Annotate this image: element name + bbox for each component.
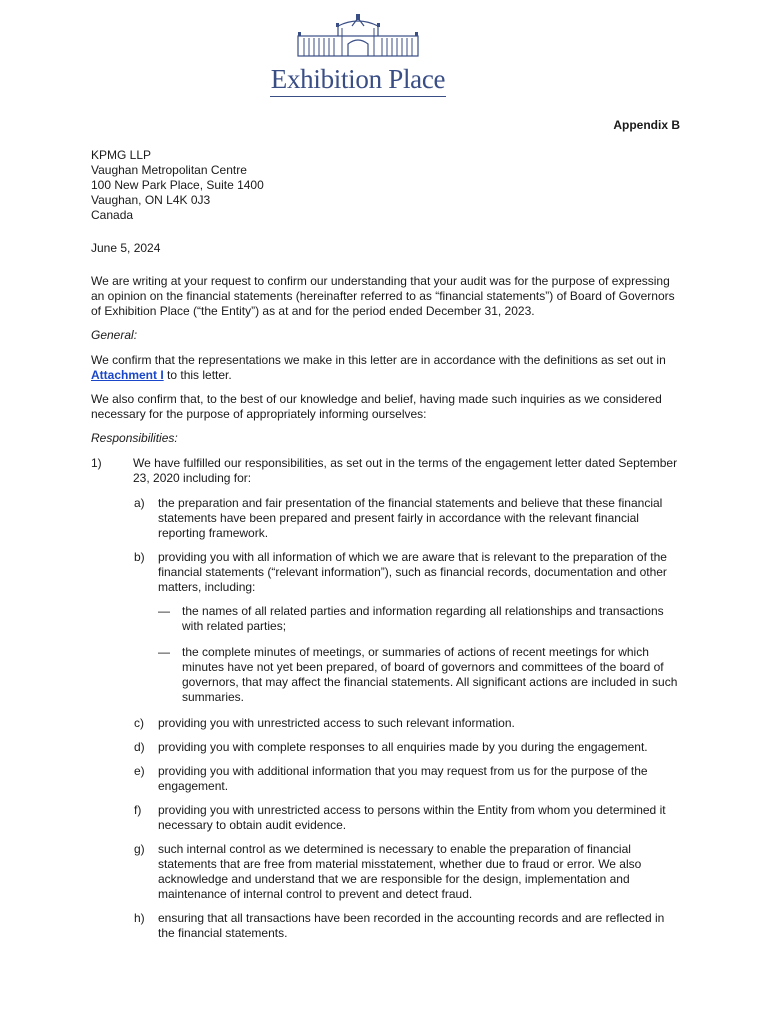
sub-item-label: c) <box>134 716 144 730</box>
general-p1-after: to this letter. <box>163 368 232 382</box>
sub-item-label: f) <box>134 803 142 817</box>
responsibilities-heading: Responsibilities: <box>91 431 178 445</box>
general-heading: General: <box>91 328 138 342</box>
address-line: Vaughan, ON L4K 0J3 <box>91 193 211 207</box>
sub-item-list <box>134 716 681 941</box>
sub-item-f <box>134 803 681 833</box>
dash-bullet: — <box>158 604 170 618</box>
sub-item-label: a) <box>134 496 145 510</box>
dash-item-minutes <box>158 645 681 705</box>
attachment-i-link[interactable]: Attachment I <box>91 368 164 382</box>
sub-item-c <box>134 716 681 731</box>
dash-bullet: — <box>158 645 170 659</box>
item-text: We have fulfilled our responsibilities, as set out in the terms of the engagement letter dated September 23, 2020 including for: <box>133 456 678 485</box>
logo-wordmark: Exhibition Place <box>270 64 446 94</box>
dash-item-text: the names of all related parties and information regarding all relationships and transactions with related parties; <box>182 604 664 633</box>
sub-item-text: providing you with additional information that you may request from us for the purpose of the engagement. <box>158 764 648 793</box>
sub-item-text: providing you with unrestricted access to such relevant information. <box>158 716 515 730</box>
address-line: 100 New Park Place, Suite 1400 <box>91 178 264 192</box>
dash-item-related-parties <box>158 604 681 634</box>
building-gate-icon <box>268 14 448 62</box>
sub-item-label: h) <box>134 911 145 925</box>
sub-item-label: b) <box>134 550 145 564</box>
general-p1-before: We confirm that the representations we make in this letter are in accordance with the definitions as set out in <box>91 353 666 367</box>
sub-item-text: ensuring that all transactions have been recorded in the accounting records and are reflected in the financial statements. <box>158 911 665 940</box>
sub-item-list <box>134 496 681 595</box>
address-line: Canada <box>91 208 134 222</box>
sub-item-b <box>134 550 681 595</box>
sub-item-text: such internal control as we determined is necessary to enable the preparation of financial statements that are free from material misstatement, whether due to fraud or error. We also acknowledge and understand that we are responsible for the design, implementation and maintenance of internal control to prevent and detect fraud. <box>158 842 642 901</box>
sub-item-d <box>134 740 681 755</box>
exhibition-place-logo <box>268 14 448 100</box>
sub-item-e <box>134 764 681 794</box>
general-paragraph-1 <box>91 353 681 383</box>
address-line: Vaughan Metropolitan Centre <box>91 163 247 177</box>
dash-item-text: the complete minutes of meetings, or summaries of actions of recent meetings for which minutes have not yet been prepared, of board of governors and committees of the board of governors, that may affect the financial statements. All significant actions are included in such summaries. <box>182 645 678 704</box>
item-number: 1) <box>91 456 102 470</box>
letter-body <box>91 148 681 950</box>
general-paragraph-2: We also confirm that, to the best of our knowledge and belief, having made such inquiries as we considered necessary for the purpose of appropriately informing ourselves: <box>91 392 662 421</box>
intro-paragraph: We are writing at your request to confirm our understanding that your audit was for the purpose of expressing an opinion on the financial statements (hereinafter referred to as “financial statements”) of Board of Governors of Exhibition Place (“the Entity”) as at and for the period ended December 31, 2023. <box>91 274 675 318</box>
sub-item-text: providing you with unrestricted access to persons within the Entity from whom you determined it necessary to obtain audit evidence. <box>158 803 666 832</box>
numbered-item-1 <box>91 456 681 486</box>
sub-item-text: the preparation and fair presentation of the financial statements and believe that these financial statements have been prepared and present fairly in accordance with the relevant financial reporting framework. <box>158 496 663 540</box>
sub-item-g <box>134 842 681 902</box>
address-line: KPMG LLP <box>91 148 152 162</box>
sub-item-text: providing you with complete responses to all enquiries made by you during the engagement. <box>158 740 648 754</box>
sub-item-label: e) <box>134 764 145 778</box>
letter-date: June 5, 2024 <box>91 241 161 255</box>
sub-item-label: d) <box>134 740 145 754</box>
sub-item-text: providing you with all information of which we are aware that is relevant to the preparation of the financial statements (“relevant information”), such as financial records, documentation and other matters, including: <box>158 550 667 594</box>
logo-underline <box>270 96 446 97</box>
sub-item-h <box>134 911 681 941</box>
dash-list <box>158 604 681 705</box>
recipient-address <box>91 148 681 223</box>
appendix-label: Appendix B <box>613 118 680 132</box>
sub-item-a <box>134 496 681 541</box>
sub-item-label: g) <box>134 842 145 856</box>
